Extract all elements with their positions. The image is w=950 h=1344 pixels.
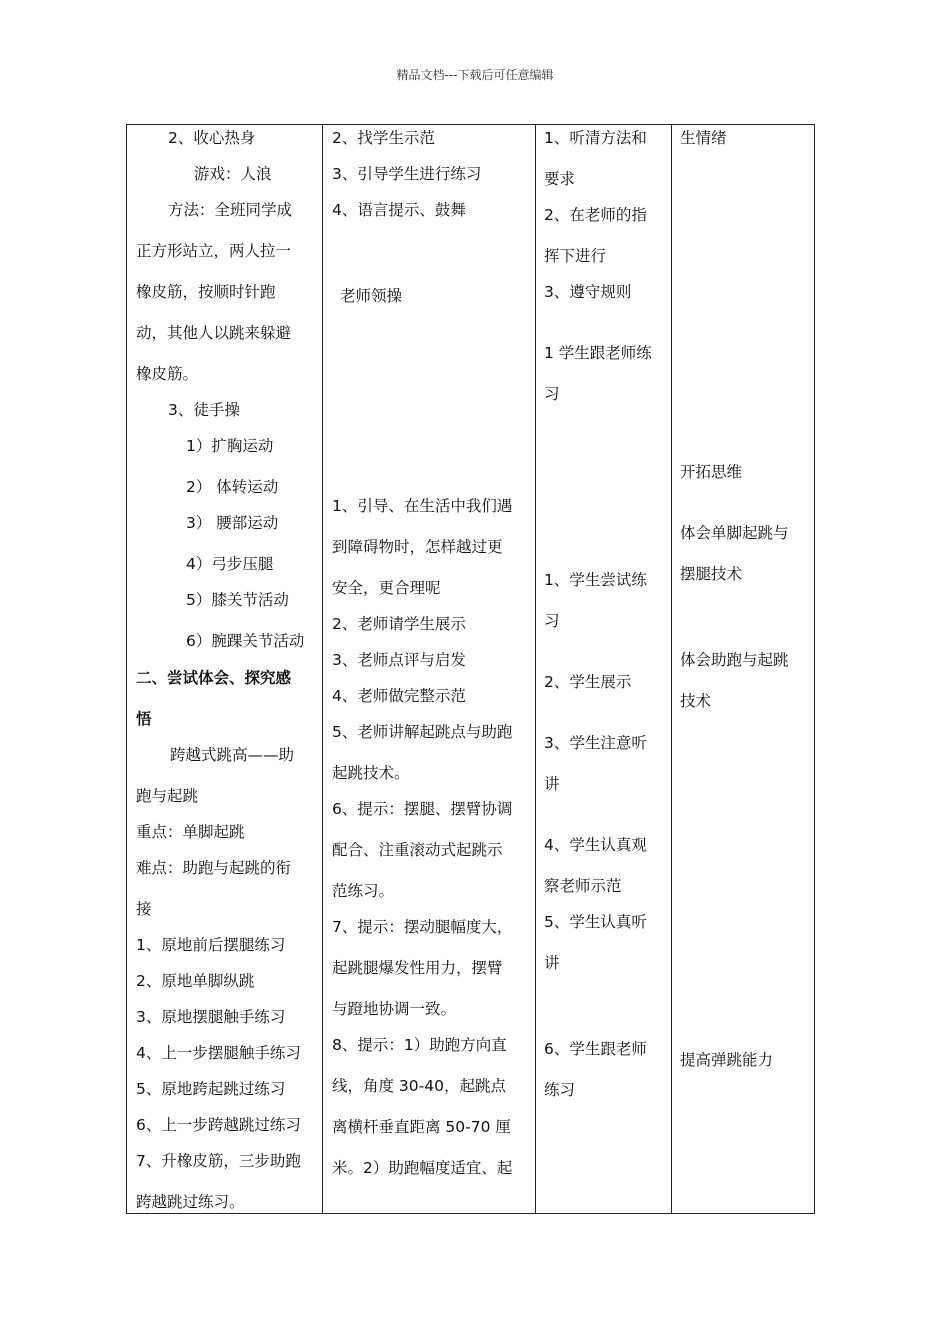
teacher-line: 配合、注重滚动式起跳示 [332,841,503,859]
content-line: 7、升橡皮筋，三步助跑 [136,1152,301,1170]
content-line: 2、原地单脚纵跳 [136,972,255,990]
content-line: 接 [136,900,152,918]
content-line: 跨越跳过练习。 [136,1193,245,1211]
content-line: 4、上一步摆腿触手练习 [136,1044,301,1062]
content-line: 动，其他人以跳来躲避 [136,324,292,342]
content-line: 跑与起跳 [136,787,199,805]
teacher-line: 起跳技术。 [332,764,410,782]
teacher-line: 线，角度 30-40，起跳点 [332,1077,506,1095]
student-line: 2、学生展示 [544,673,632,691]
teacher-line: 到障碍物时，怎样越过更 [332,538,503,556]
student-line: 1、听清方法和 [544,129,647,147]
purpose-line: 生情绪 [680,129,727,147]
purpose-line: 体会助跑与起跳 [680,651,789,669]
content-line: 橡皮筋，按顺时针跑 [136,283,276,301]
student-line: 习 [544,612,560,630]
content-line: 重点：单脚起跳 [136,823,245,841]
section-heading: 悟 [136,710,152,728]
content-line: 2、收心热身 [168,129,256,147]
content-line: 3、原地摆腿触手练习 [136,1008,286,1026]
content-line: 正方形站立，两人拉一 [136,242,292,260]
teacher-line: 6、提示：摆腿、摆臂协调 [332,800,513,818]
student-line: 练习 [544,1081,576,1099]
student-line: 察老师示范 [544,877,622,895]
teacher-line: 2、老师请学生展示 [332,615,466,633]
teacher-line: 4、语言提示、鼓舞 [332,201,466,219]
student-line: 要求 [544,170,576,188]
teacher-line: 8、提示：1）助跑方向直 [332,1036,507,1054]
student-line: 3、学生注意听 [544,734,647,752]
student-line: 5、学生认真听 [544,913,647,931]
teacher-line: 3、老师点评与启发 [332,651,466,669]
student-line: 1、学生尝试练 [544,571,647,589]
purpose-line: 摆腿技术 [680,565,743,583]
content-line: 难点：助跑与起跳的衔 [136,859,292,877]
student-line: 讲 [544,775,560,793]
content-line: 6）腕踝关节活动 [186,632,305,650]
student-line: 讲 [544,954,560,972]
column-divider [322,125,323,1213]
content-line: 方法：全班同学成 [168,201,293,219]
student-line: 1 学生跟老师练 [544,344,652,362]
purpose-line: 开拓思维 [680,463,743,481]
content-line: 1、原地前后摆腿练习 [136,936,286,954]
page-header: 精品文档---下载后可任意编辑 [396,68,554,82]
content-line: 5）膝关节活动 [186,591,289,609]
content-line: 5、原地跨起跳过练习 [136,1080,286,1098]
teacher-line: 4、老师做完整示范 [332,687,466,705]
teacher-line: 7、提示：摆动腿幅度大， [332,918,513,936]
content-line: 跨越式跳高——助 [170,746,295,764]
content-line: 游戏：人浪 [194,165,272,183]
teacher-line: 起跳腿爆发性用力，摆臂 [332,959,503,977]
teacher-line: 离横杆垂直距离 50-70 厘 [332,1118,511,1136]
student-line: 3、遵守规则 [544,283,632,301]
content-line: 4）弓步压腿 [186,555,274,573]
section-heading: 二、尝试体会、探究感 [136,669,292,687]
teacher-line: 老师领操 [340,287,403,305]
student-line: 4、学生认真观 [544,836,647,854]
purpose-line: 提高弹跳能力 [680,1051,774,1069]
student-line: 习 [544,385,560,403]
content-line: 3、徒手操 [168,401,240,419]
student-line: 2、在老师的指 [544,206,647,224]
content-line: 6、上一步跨越跳过练习 [136,1116,301,1134]
teacher-line: 米。2）助跑幅度适宜、起 [332,1159,513,1177]
teacher-line: 与蹬地协调一致。 [332,1000,457,1018]
purpose-line: 体会单脚起跳与 [680,524,789,542]
teacher-line: 5、老师讲解起跳点与助跑 [332,723,513,741]
teacher-line: 3、引导学生进行练习 [332,165,482,183]
content-line: 橡皮筋。 [136,365,199,383]
teacher-line: 安全，更合理呢 [332,579,441,597]
student-line: 6、学生跟老师 [544,1040,647,1058]
teacher-line: 1、引导、在生活中我们遇 [332,497,513,515]
content-line: 1）扩胸运动 [186,437,274,455]
student-line: 挥下进行 [544,247,607,265]
teacher-line: 2、找学生示范 [332,129,435,147]
teacher-line: 范练习。 [332,882,395,900]
content-line: 2） 体转运动 [186,478,279,496]
purpose-line: 技术 [680,692,712,710]
column-divider [671,125,672,1213]
column-divider [535,125,536,1213]
content-line: 3） 腰部运动 [186,514,279,532]
